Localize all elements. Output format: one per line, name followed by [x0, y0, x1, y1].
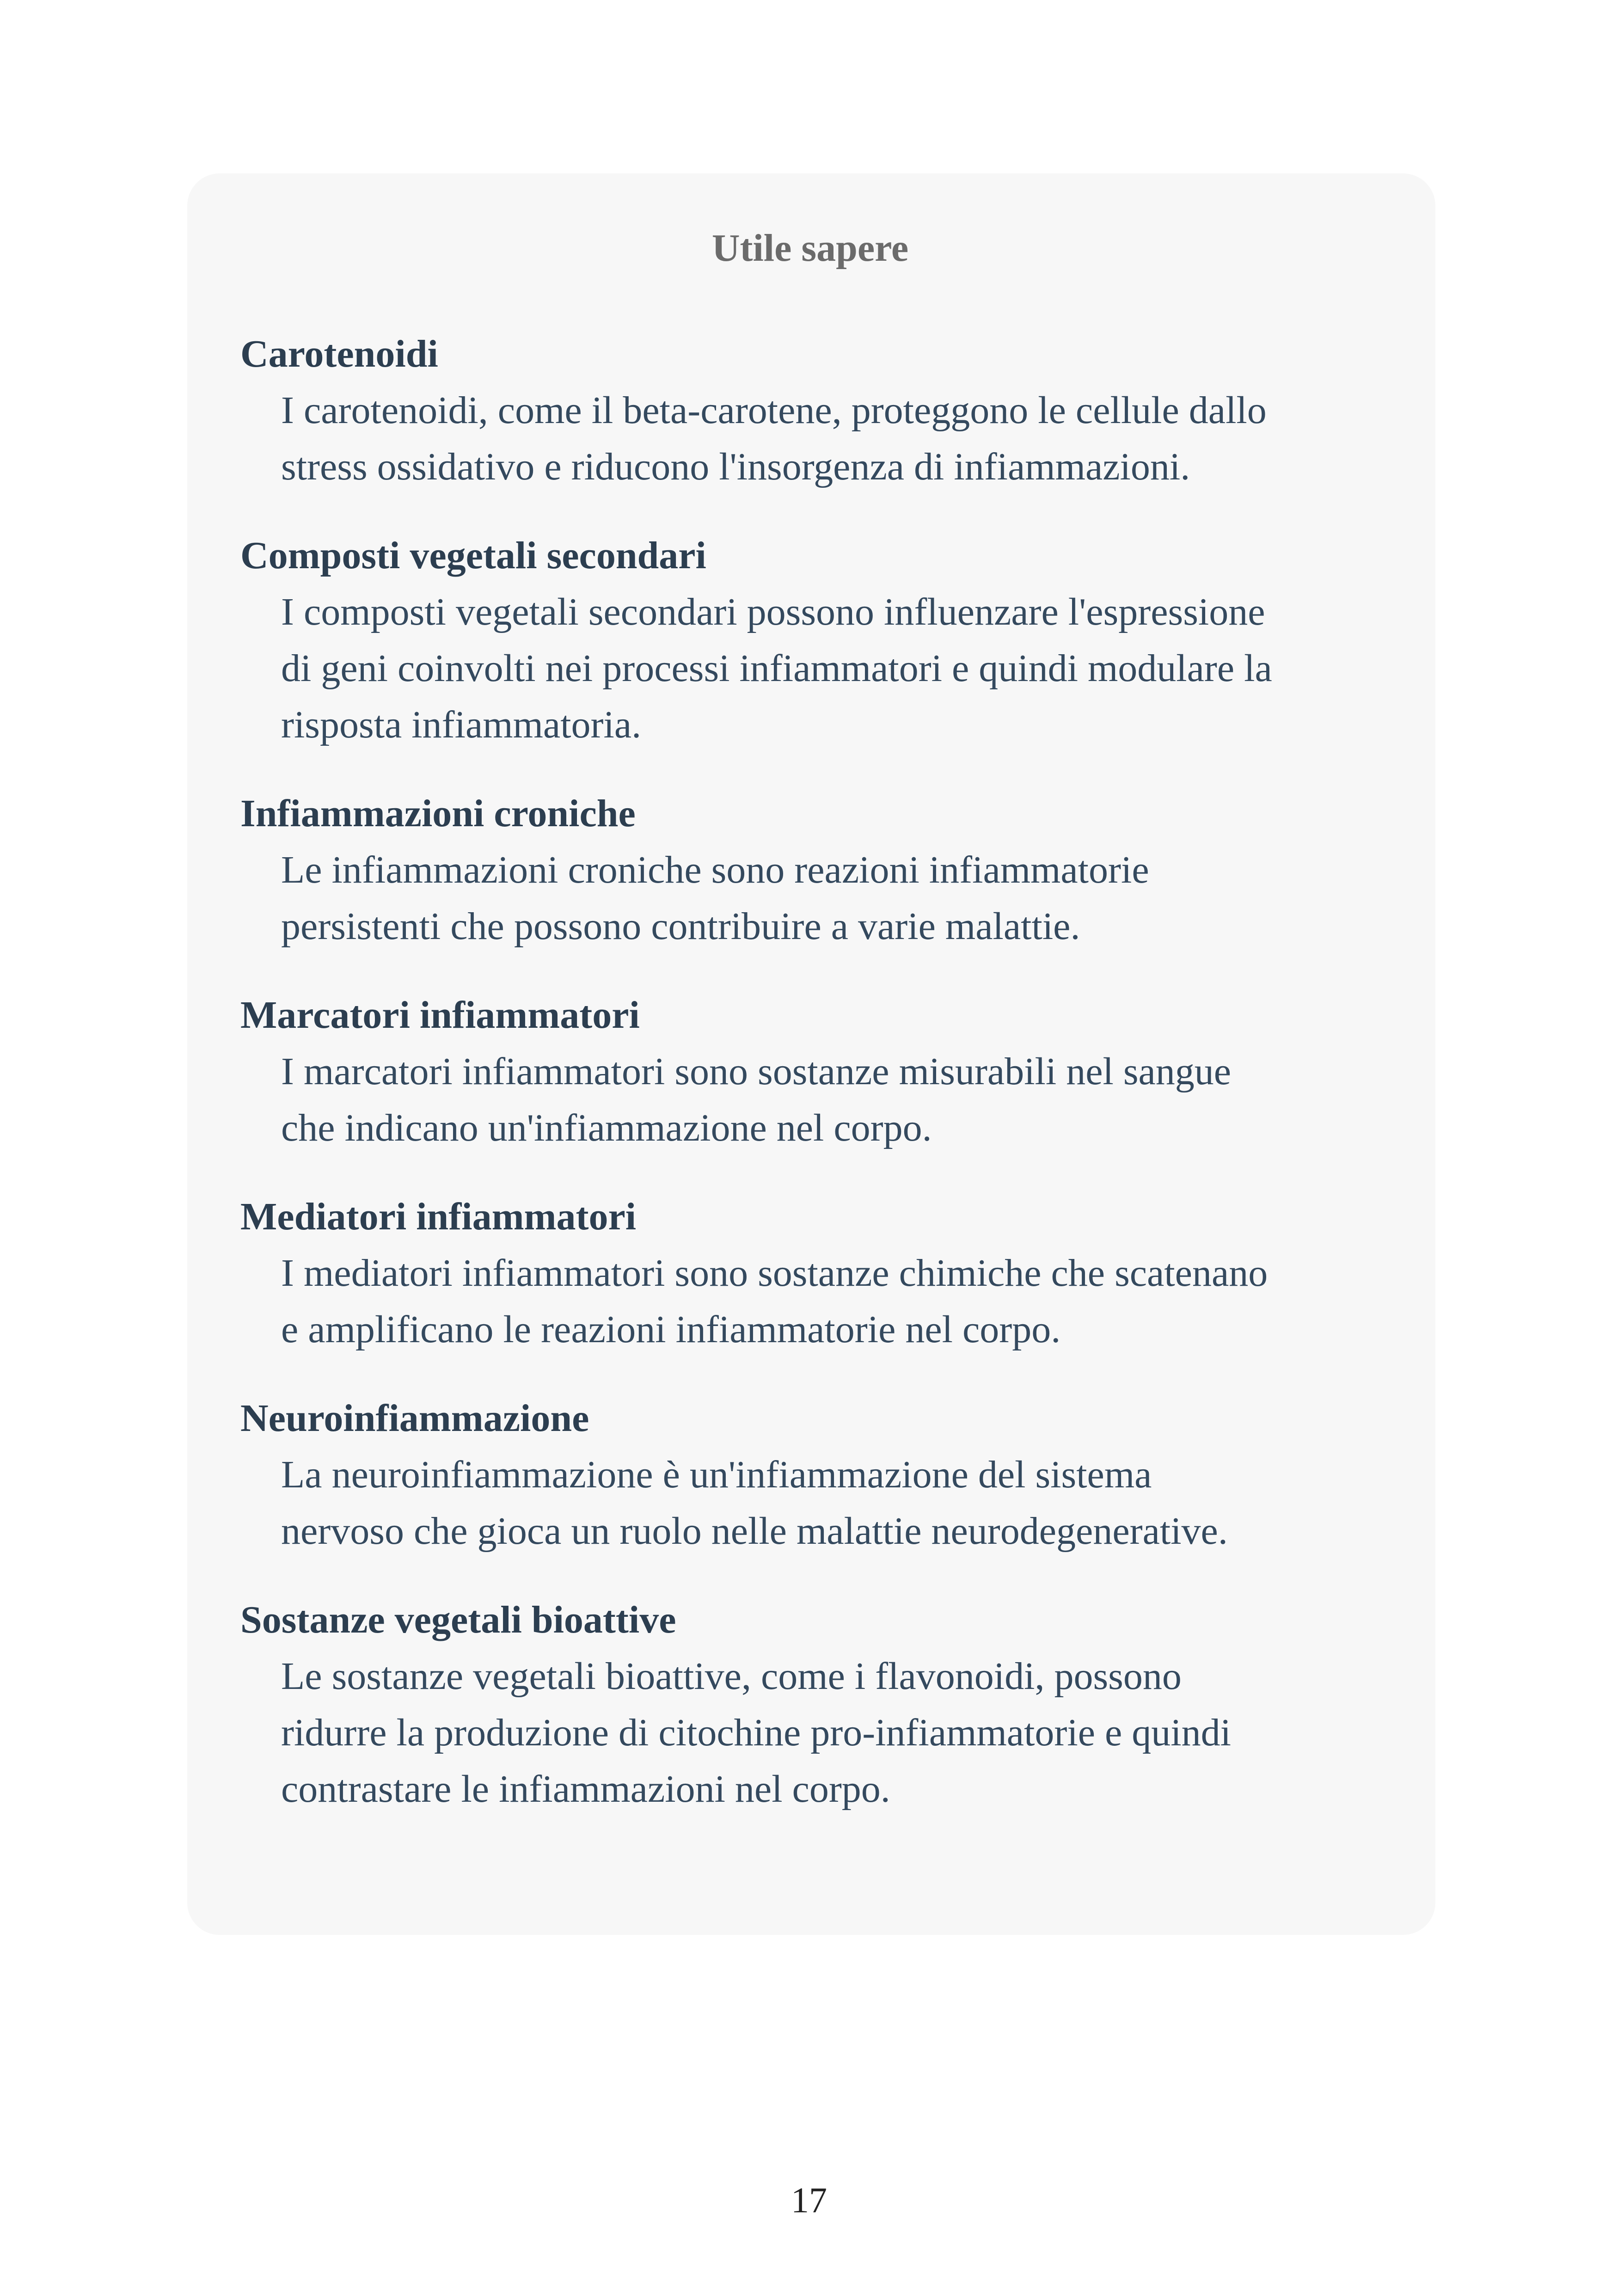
- glossary-entry: [240, 987, 1380, 1156]
- glossary-term: Neuroinfiammazione: [240, 1397, 589, 1440]
- glossary-entry: [240, 1189, 1380, 1358]
- box-title: Utile sapere: [711, 227, 909, 270]
- glossary-term: Marcatori infiammatori: [240, 994, 640, 1037]
- glossary-definition: La neuroinfiammazione è un'infiammazione del sistema nervoso che gioca un ruolo nelle malattie neurodegenerative.: [281, 1453, 1228, 1553]
- glossary-entry: [240, 326, 1380, 495]
- glossary-term: Mediatori infiammatori: [240, 1195, 637, 1238]
- glossary-entry: [240, 1390, 1380, 1559]
- glossary-term: Sostanze vegetali bioattive: [240, 1598, 676, 1641]
- glossary-entry: [240, 1592, 1380, 1817]
- glossary-definition: I mediatori infiammatori sono sostanze chimiche che scatenano e amplificano le reazioni infiammatorie nel corpo.: [281, 1252, 1268, 1351]
- page-number: 17: [791, 2180, 827, 2220]
- glossary-entry: [240, 528, 1380, 753]
- glossary-list: [240, 326, 1380, 1817]
- glossary-entry: [240, 786, 1380, 955]
- glossary-term: Composti vegetali secondari: [240, 534, 706, 577]
- info-box: [187, 173, 1435, 1935]
- glossary-definition: Le sostanze vegetali bioattive, come i flavonoidi, possono ridurre la produzione di citochine pro-infiammatorie e quindi contrastare le infiammazioni nel corpo.: [281, 1655, 1231, 1811]
- glossary-definition: I composti vegetali secondari possono influenzare l'espressione di geni coinvolti nei processi infiammatori e quindi modulare la risposta infiammatoria.: [281, 590, 1272, 746]
- glossary-term: Infiammazioni croniche: [240, 792, 636, 835]
- glossary-definition: I marcatori infiammatori sono sostanze misurabili nel sangue che indicano un'infiammazione nel corpo.: [281, 1050, 1232, 1149]
- glossary-definition: I carotenoidi, come il beta-carotene, proteggono le cellule dallo stress ossidativo e riducono l'insorgenza di infiammazioni.: [281, 389, 1267, 488]
- glossary-term: Carotenoidi: [240, 332, 438, 375]
- glossary-definition: Le infiammazioni croniche sono reazioni infiammatorie persistenti che possono contribuire a varie malattie.: [281, 848, 1149, 948]
